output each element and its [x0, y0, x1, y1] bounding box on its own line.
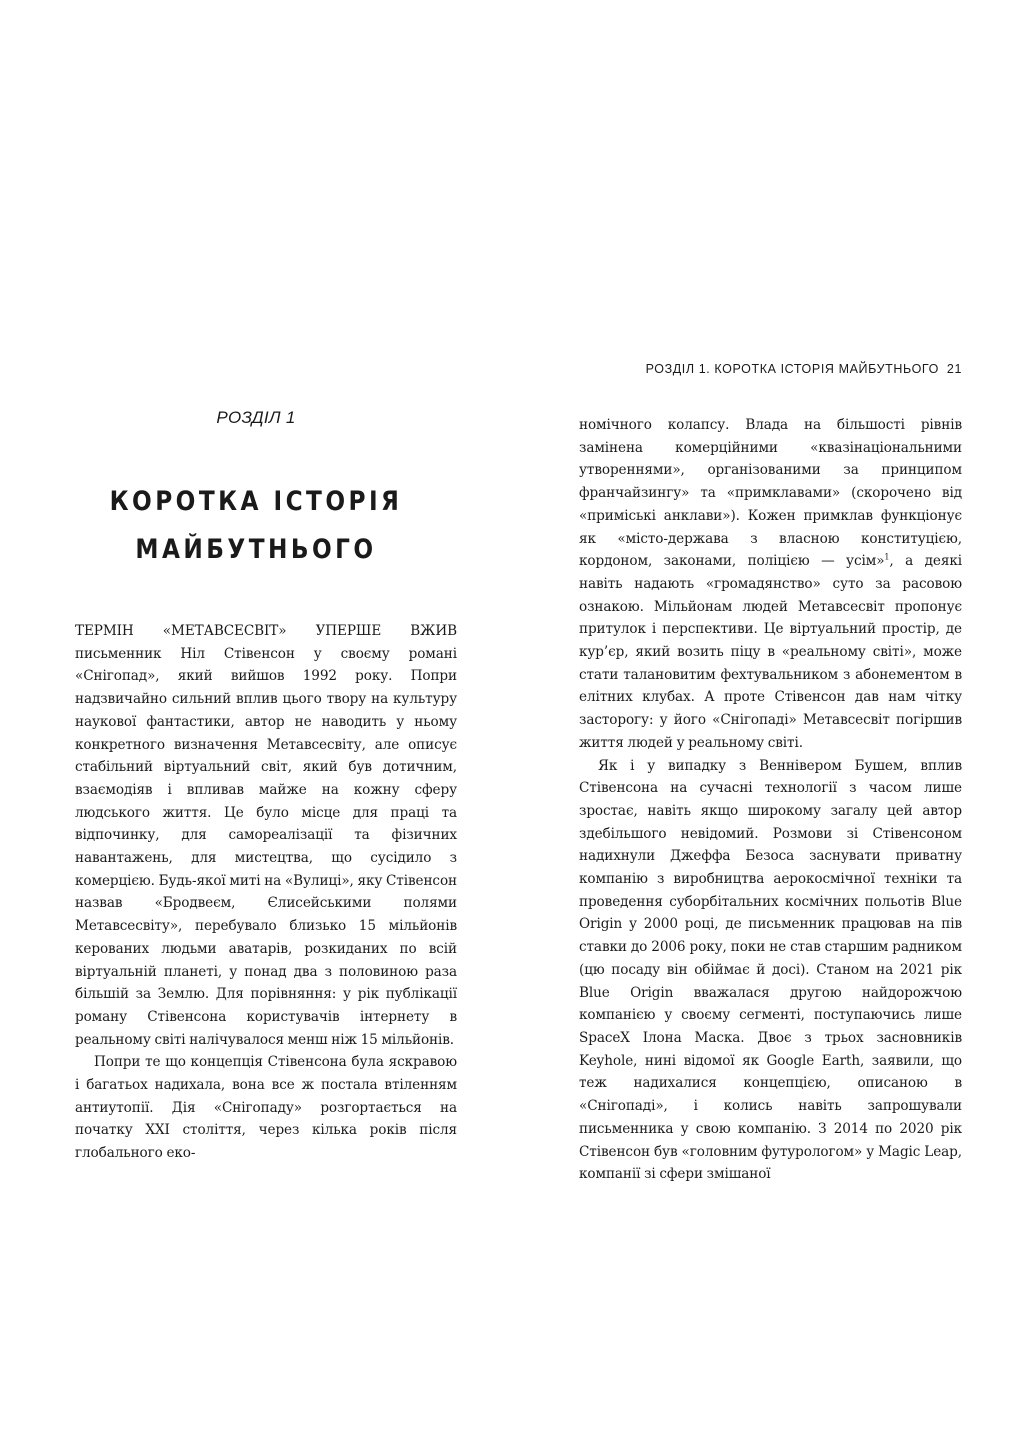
right-page — [517, 0, 1035, 1440]
left-page-body — [75, 620, 457, 1165]
chapter-title-line-1: КОРОТКА ІСТОРІЯ — [109, 486, 403, 517]
paragraph: ТЕРМІН «МЕТАВСЕСВІТ» УПЕРШЕ ВЖИВ письменник Ніл Стівенсон у своєму романі «Снігопад», який вийшов 1992 року. Попри надзвичайно сильний вплив цього твору на культуру наукової фантастики, автор не наводить у ньому конкретного визначення Метавсесвіту, але описує стабільний віртуальний світ, який був дотичним, взаємодіяв і впливав майже на кожну сферу людського життя. Це було місце для праці та відпочинку, для самореалізації та фізичних навантажень, для мистецтва, що сусідило з комерцією. Будь-якої миті на «Вулиці», яку Стівенсон назвав «Бродвеєм, Єлисейськими полями Метавсесвіту», перебувало близько 15 мільйонів керованих людьми аватарів, розкиданих по всій віртуальній планеті, у понад два з половиною раза більшій за Землю. Для порівняння: у рік публікації роману Стівенсона користувачів інтернету в реальному світі налічувалося менш ніж 15 мільйонів. — [75, 623, 457, 1048]
chapter-label: РОЗДІЛ 1 — [216, 408, 296, 427]
right-page-body — [579, 414, 962, 1186]
left-page — [0, 0, 517, 1440]
running-head — [579, 362, 962, 376]
chapter-title — [87, 478, 424, 574]
paragraph: Як і у випадку з Веннівером Бушем, вплив Стівенсона на сучасні технології з часом лише зростає, навіть якщо широкому загалу цей автор здебільшого невідомий. Розмови зі Стівенсоном надихнули Джеффа Безоса заснувати приватну компанію з виробництва аерокосмічної техніки та проведення суборбітальних космічних польотів Blue Origin у 2000 році, де письменник працював на пів ставки до 2006 року, поки не став старшим радником (цю посаду він обіймає й досі). Станом на 2021 рік Blue Origin вважалася другою найдорожчою компанією у своєму сегменті, поступаючись лише SpaceX Ілона Маска. Двоє з трьох засновників Keyhole, нині відомої як Google Earth, заявили, що теж надихалися концепцією, описаною в «Снігопаді», і колись навіть запрошували письменника у свою компанію. З 2014 по 2020 рік Стівенсон був «головним футурологом» у Magic Leap, компанії зі сфери змішаної — [579, 757, 962, 1183]
running-head-title: РОЗДІЛ 1. КОРОТКА ІСТОРІЯ МАЙБУТНЬОГО — [645, 362, 939, 376]
paragraph — [579, 414, 962, 755]
paragraph: Попри те що концепція Стівенсона була яскравою і багатьох надихала, вона все ж постала втіленням антиутопії. Дія «Снігопаду» розгортається на початку XXI століття, через кілька років після глобального еко- — [75, 1054, 457, 1162]
footnote-marker[interactable]: 1 — [884, 552, 890, 562]
chapter-title-line-2: МАЙБУТНЬОГО — [135, 534, 377, 565]
paragraph-text: , а деякі навіть надають «громадянство» суто за расовою ознакою. Мільйонам людей Метавсесвіт пропонує притулок і перспективи. Це віртуальний простір, де кур’єр, який возить піцу в «реальному світі», може стати талановитим фехтувальником з абонементом в елітних клубах. А проте Стівенсон дав нам чітку засторогу: у його «Снігопаді» Метавсесвіт погіршив життя людей у реальному світі. — [579, 553, 962, 751]
page-number: 21 — [946, 362, 962, 376]
paragraph-text: номічного колапсу. Влада на більшості рівнів замінена комерційними «квазінаціональними утвореннями», організованими за принципом франчайзингу» та «примклавами» (скорочено від «приміські анклави»). Кожен примклав функціонує як «місто-держава з власною конституцією, кордоном, законами, поліцією — усім» — [579, 417, 962, 570]
